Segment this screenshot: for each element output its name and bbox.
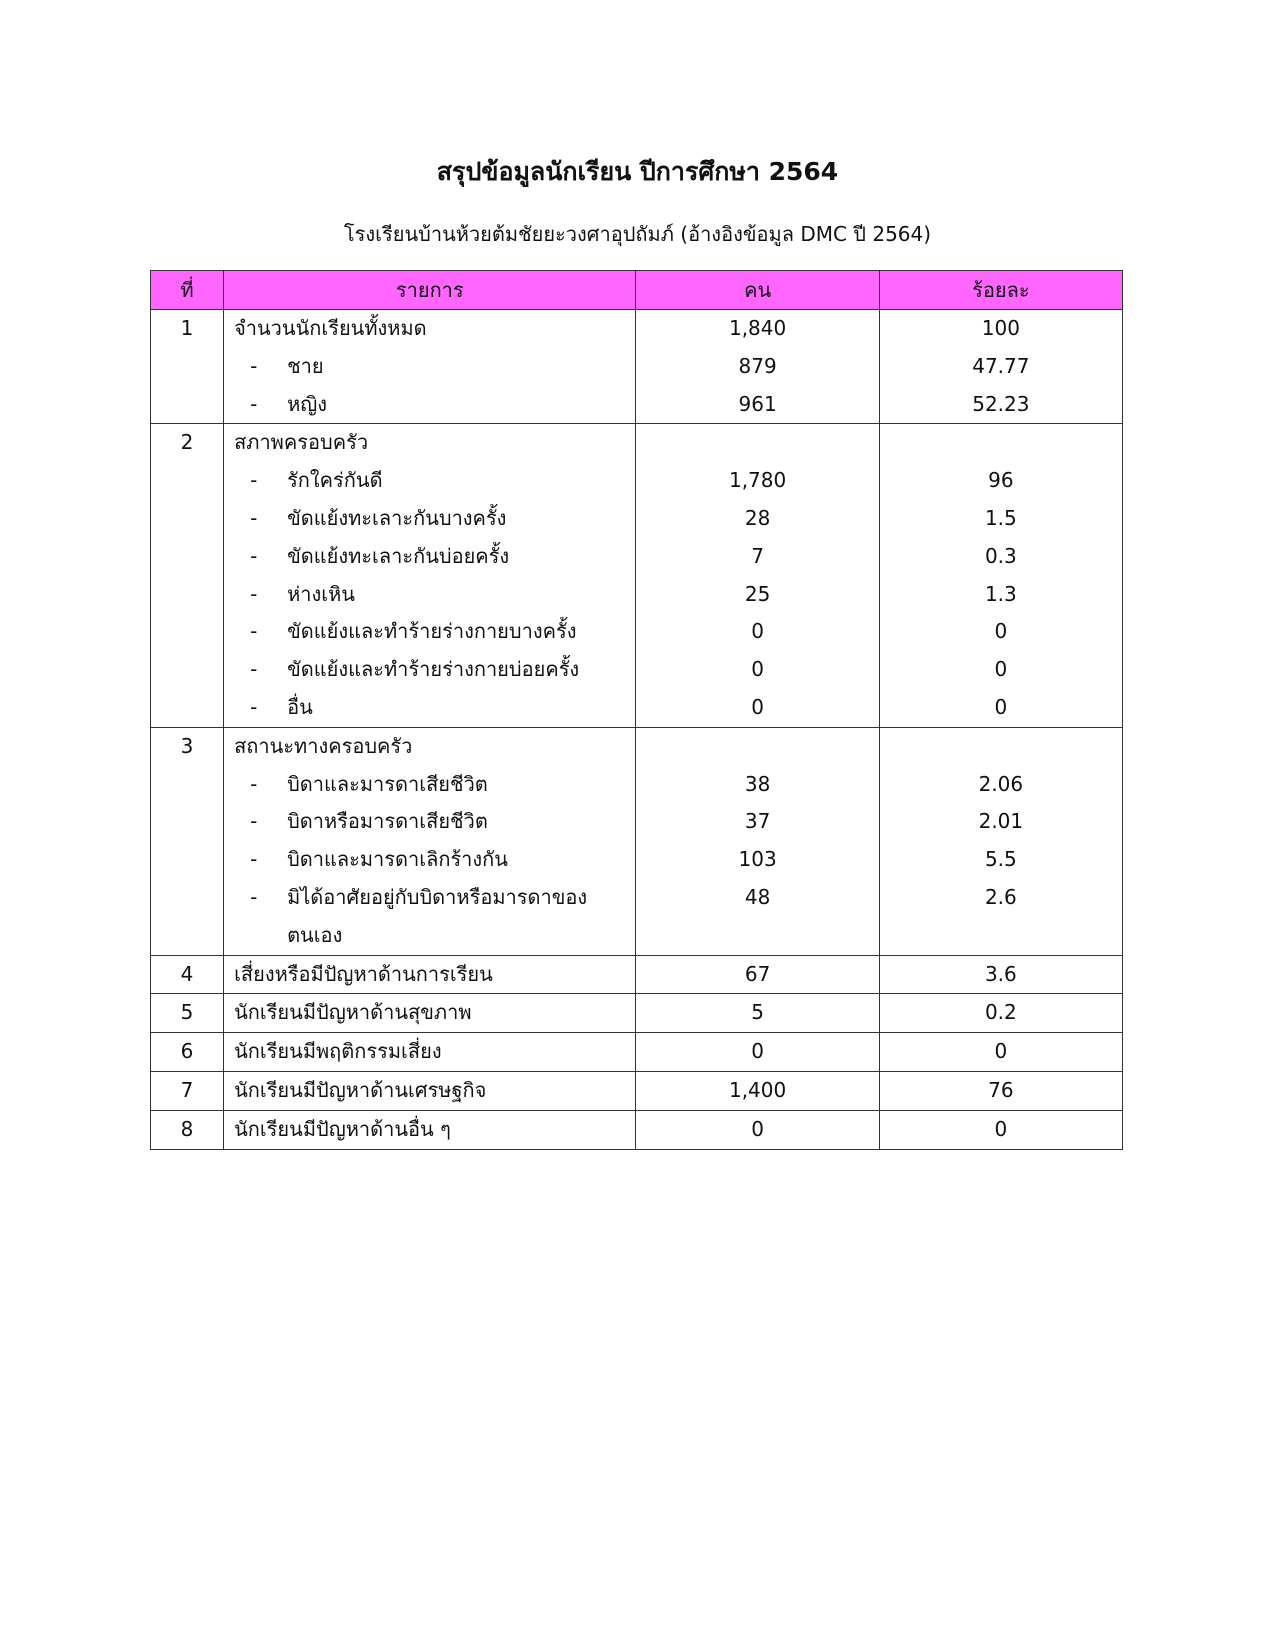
sub-item bbox=[224, 576, 635, 614]
bullet-dash: - bbox=[250, 581, 258, 606]
empty-line bbox=[880, 917, 1122, 955]
row-item-cell bbox=[224, 994, 636, 1033]
row-number: 1 bbox=[180, 316, 194, 340]
sub-item-count: 38 bbox=[744, 771, 771, 796]
sub-item-percent: 1.5 bbox=[984, 505, 1017, 530]
row-count-cell bbox=[636, 424, 879, 727]
row-count bbox=[636, 728, 878, 766]
row-count-cell bbox=[636, 1110, 879, 1149]
sub-item bbox=[224, 348, 635, 386]
sub-item-count: 0 bbox=[751, 657, 764, 682]
sub-item-percent: 2.01 bbox=[978, 809, 1024, 834]
row-count-cell bbox=[636, 1071, 879, 1110]
sub-item-percent: 5.5 bbox=[984, 847, 1017, 872]
header-item: รายการ bbox=[224, 271, 636, 310]
row-percent-cell bbox=[879, 994, 1122, 1033]
row-percent-cell bbox=[879, 955, 1122, 994]
table-row bbox=[151, 955, 1123, 994]
sub-item-count: 48 bbox=[744, 884, 771, 909]
row-label: สภาพครอบครัว bbox=[234, 430, 369, 455]
sub-item-count: 25 bbox=[744, 581, 771, 606]
sub-item-count: 37 bbox=[744, 809, 771, 834]
table-row bbox=[151, 1071, 1123, 1110]
row-item-cell bbox=[224, 424, 636, 727]
bullet-dash: - bbox=[250, 771, 258, 796]
row-number: 6 bbox=[180, 1039, 194, 1064]
bullet-dash: - bbox=[250, 884, 258, 909]
row-label: จำนวนนักเรียนทั้งหมด bbox=[234, 316, 427, 340]
sub-item-percent: 0.3 bbox=[984, 543, 1017, 568]
header-no: ที่ bbox=[151, 271, 224, 310]
sub-item bbox=[224, 689, 635, 727]
bullet-dash: - bbox=[250, 505, 258, 530]
row-count-cell bbox=[636, 955, 879, 994]
row-count: 0 bbox=[751, 1039, 764, 1064]
bullet-dash: - bbox=[250, 468, 258, 493]
row-item-cell bbox=[224, 1033, 636, 1072]
bullet-dash: - bbox=[250, 809, 258, 834]
row-percent: 0.2 bbox=[984, 1000, 1017, 1025]
row-number: 2 bbox=[180, 430, 194, 455]
row-percent-cell bbox=[879, 424, 1122, 727]
row-number-cell bbox=[151, 955, 224, 994]
table-row bbox=[151, 310, 1123, 424]
sub-item-label: ห่างเหิน bbox=[287, 581, 355, 606]
sub-item-label: อื่น bbox=[287, 694, 313, 719]
sub-item bbox=[224, 462, 635, 500]
sub-item-label: บิดาหรือมารดาเสียชีวิต bbox=[287, 809, 488, 834]
row-number: 5 bbox=[180, 1000, 194, 1025]
student-summary-table bbox=[150, 270, 1123, 1150]
sub-item-percent: 1.3 bbox=[984, 581, 1017, 606]
sub-item-label-continuation: ตนเอง bbox=[287, 922, 343, 947]
row-number-cell bbox=[151, 994, 224, 1033]
bullet-dash: - bbox=[250, 657, 258, 682]
row-percent: 3.6 bbox=[984, 961, 1017, 986]
row-count: 0 bbox=[751, 1116, 764, 1141]
sub-item-count: 28 bbox=[744, 505, 771, 530]
table-body bbox=[151, 310, 1123, 1150]
sub-item-label: บิดาและมารดาเลิกร้างกัน bbox=[287, 847, 508, 872]
row-count bbox=[636, 424, 878, 462]
row-count-cell bbox=[636, 1033, 879, 1072]
row-number-cell bbox=[151, 424, 224, 727]
sub-item-percent: 2.6 bbox=[984, 884, 1017, 909]
row-label: นักเรียนมีปัญหาด้านเศรษฐกิจ bbox=[234, 1077, 487, 1102]
table-row bbox=[151, 1033, 1123, 1072]
sub-item-percent: 0 bbox=[994, 657, 1008, 682]
row-number-cell bbox=[151, 310, 224, 424]
row-number-cell bbox=[151, 1033, 224, 1072]
row-number-cell bbox=[151, 727, 224, 955]
sub-item-label: รักใคร่กันดี bbox=[287, 468, 383, 493]
sub-item bbox=[224, 803, 635, 841]
sub-item-label: ขัดแย้งและทำร้ายร่างกายบางครั้ง bbox=[287, 619, 577, 644]
row-label: สถานะทางครอบครัว bbox=[234, 733, 413, 758]
row-number-cell bbox=[151, 1110, 224, 1149]
bullet-dash: - bbox=[250, 847, 258, 872]
row-number: 7 bbox=[180, 1077, 194, 1102]
row-percent: 76 bbox=[988, 1077, 1014, 1102]
row-percent-cell bbox=[879, 310, 1122, 424]
sub-item-count: 879 bbox=[738, 353, 777, 378]
sub-item-percent: 0 bbox=[994, 694, 1008, 719]
bullet-dash: - bbox=[250, 543, 258, 568]
sub-item-percent: 2.06 bbox=[978, 771, 1024, 796]
document-title: สรุปข้อมูลนักเรียน ปีการศึกษา 2564 bbox=[436, 157, 839, 186]
row-item-cell bbox=[224, 727, 636, 955]
row-count-cell bbox=[636, 727, 879, 955]
table-row bbox=[151, 727, 1123, 955]
sub-item-percent: 96 bbox=[988, 468, 1014, 493]
sub-item bbox=[224, 386, 635, 424]
sub-item-percent: 0 bbox=[994, 619, 1008, 644]
sub-item-count: 1,780 bbox=[728, 468, 787, 493]
row-label: นักเรียนมีปัญหาด้านอื่น ๆ bbox=[234, 1116, 451, 1141]
sub-item-count: 103 bbox=[738, 847, 777, 872]
row-item-cell bbox=[224, 310, 636, 424]
row-percent-cell bbox=[879, 727, 1122, 955]
sub-item-count: 0 bbox=[751, 694, 764, 719]
document-subtitle: โรงเรียนบ้านห้วยต้มชัยยะวงศาอุปถัมภ์ (อ้างอิงข้อมูล DMC ปี 2564) bbox=[343, 222, 932, 246]
row-count: 5 bbox=[751, 1000, 764, 1025]
sub-item-label: ขัดแย้งและทำร้ายร่างกายบ่อยครั้ง bbox=[287, 657, 580, 682]
sub-item-label: ขัดแย้งทะเลาะกันบางครั้ง bbox=[287, 505, 507, 530]
row-count-cell bbox=[636, 994, 879, 1033]
header-percent: ร้อยละ bbox=[879, 271, 1122, 310]
sub-item bbox=[224, 766, 635, 804]
row-percent bbox=[880, 728, 1122, 766]
row-label: นักเรียนมีพฤติกรรมเสี่ยง bbox=[234, 1039, 442, 1064]
sub-item-label: ชาย bbox=[287, 353, 324, 378]
bullet-dash: - bbox=[250, 694, 258, 719]
sub-item bbox=[224, 538, 635, 576]
row-label: เสี่ยงหรือมีปัญหาด้านการเรียน bbox=[234, 961, 493, 986]
sub-item bbox=[224, 651, 635, 689]
sub-item-label: หญิง bbox=[287, 391, 328, 416]
bullet-dash: - bbox=[250, 353, 258, 378]
sub-item bbox=[224, 879, 635, 917]
sub-item-label: บิดาและมารดาเสียชีวิต bbox=[287, 771, 488, 796]
row-count: 1,840 bbox=[728, 316, 787, 340]
row-percent: 100 bbox=[981, 316, 1020, 340]
row-percent-cell bbox=[879, 1071, 1122, 1110]
row-item-cell bbox=[224, 955, 636, 994]
sub-item-label: ขัดแย้งทะเลาะกันบ่อยครั้ง bbox=[287, 543, 510, 568]
row-percent: 0 bbox=[994, 1039, 1008, 1064]
bullet-dash: - bbox=[250, 619, 258, 644]
row-number: 3 bbox=[180, 733, 194, 758]
row-percent: 0 bbox=[994, 1116, 1008, 1141]
row-label: นักเรียนมีปัญหาด้านสุขภาพ bbox=[234, 1000, 472, 1025]
row-percent-cell bbox=[879, 1033, 1122, 1072]
sub-item bbox=[224, 500, 635, 538]
bullet-dash: - bbox=[250, 391, 258, 416]
sub-item-percent: 47.77 bbox=[972, 353, 1030, 378]
table-row bbox=[151, 1110, 1123, 1149]
sub-item-count: 961 bbox=[738, 391, 777, 416]
row-count: 1,400 bbox=[728, 1077, 787, 1102]
sub-item-count: 0 bbox=[751, 619, 764, 644]
table-header-row bbox=[151, 271, 1123, 310]
row-number-cell bbox=[151, 1071, 224, 1110]
table-row bbox=[151, 424, 1123, 727]
sub-item-label: มิได้อาศัยอยู่กับบิดาหรือมารดาของ bbox=[287, 884, 588, 909]
row-count-cell bbox=[636, 310, 879, 424]
sub-item-percent: 52.23 bbox=[972, 391, 1030, 416]
sub-item-count: 7 bbox=[751, 543, 764, 568]
empty-line bbox=[636, 917, 878, 955]
row-percent-cell bbox=[879, 1110, 1122, 1149]
row-item-cell bbox=[224, 1110, 636, 1149]
sub-item bbox=[224, 841, 635, 879]
table-row bbox=[151, 994, 1123, 1033]
row-item-cell bbox=[224, 1071, 636, 1110]
row-percent bbox=[880, 424, 1122, 462]
row-number: 4 bbox=[180, 961, 194, 986]
sub-item bbox=[224, 613, 635, 651]
header-count: คน bbox=[636, 271, 879, 310]
row-number: 8 bbox=[180, 1116, 194, 1141]
row-count: 67 bbox=[744, 961, 771, 986]
